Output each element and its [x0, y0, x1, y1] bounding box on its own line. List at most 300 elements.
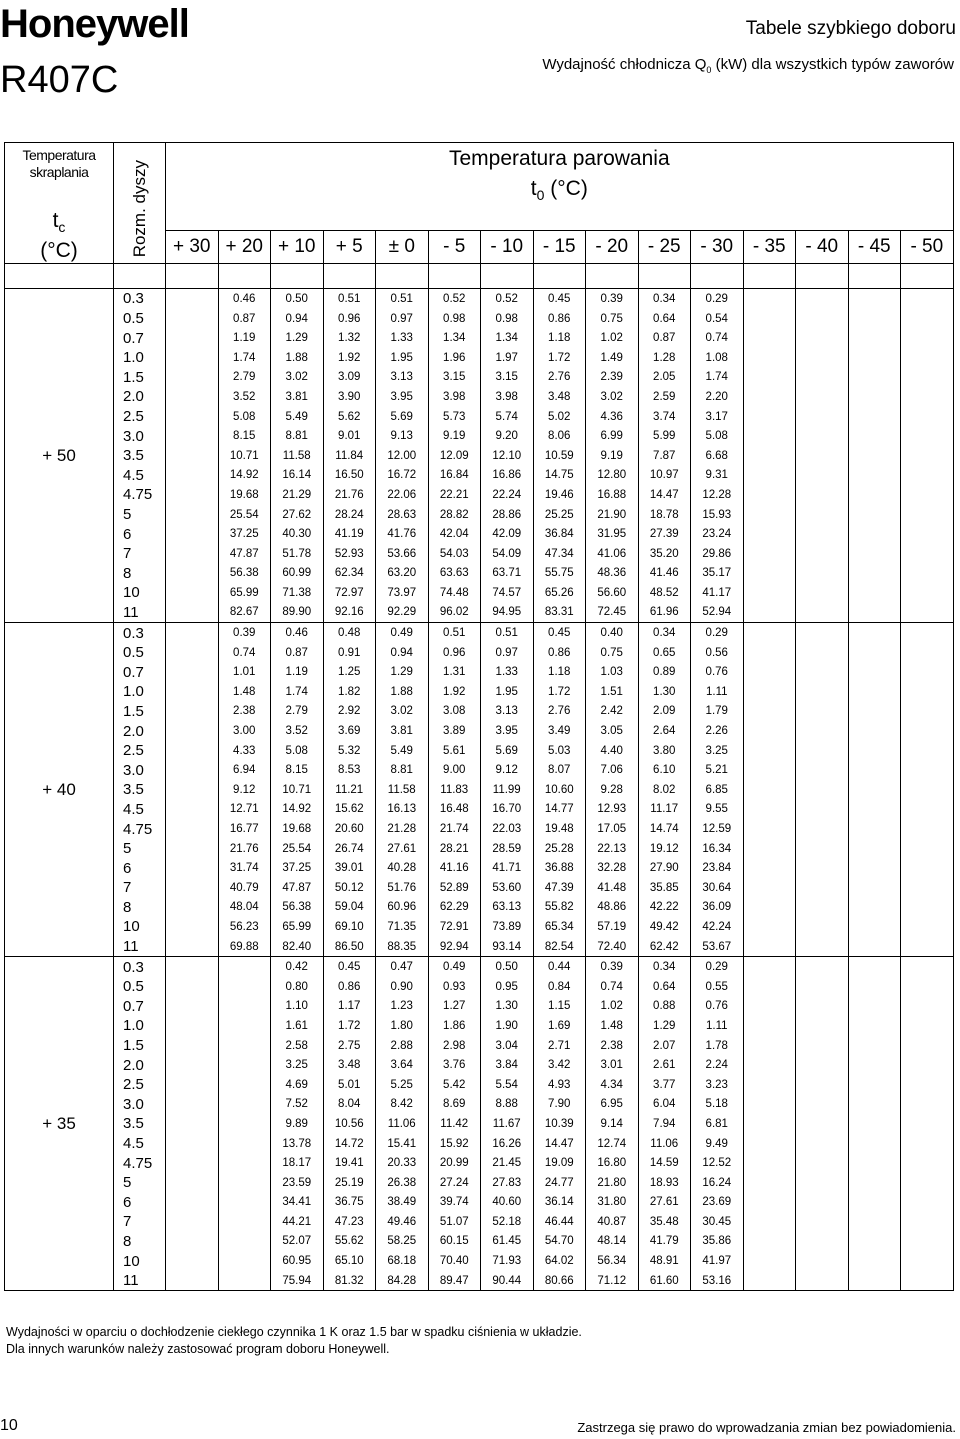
capacity-cell: 6.99	[586, 426, 639, 446]
capacity-cell: 42.09	[481, 524, 534, 544]
capacity-cell: 9.19	[428, 426, 481, 446]
capacity-cell: 5.73	[428, 407, 481, 427]
capacity-cell	[166, 937, 219, 957]
capacity-cell	[901, 898, 954, 918]
capacity-cell: 84.28	[376, 1271, 429, 1291]
nozzle-size-cell: 2.5	[114, 1075, 166, 1095]
capacity-cell: 12.09	[428, 446, 481, 466]
capacity-cell: 0.86	[533, 643, 586, 663]
capacity-cell	[743, 466, 796, 486]
capacity-cell: 1.48	[218, 682, 271, 702]
capacity-cell: 0.44	[533, 957, 586, 977]
capacity-cell: 52.94	[691, 603, 744, 623]
capacity-cell: 2.71	[533, 1036, 586, 1056]
capacity-cell: 26.74	[323, 839, 376, 859]
capacity-cell	[848, 1173, 901, 1193]
capacity-cell	[848, 583, 901, 603]
capacity-cell: 0.94	[271, 309, 324, 329]
capacity-cell	[848, 289, 901, 309]
capacity-cell	[166, 1251, 219, 1271]
nozzle-size-cell: 5	[114, 1173, 166, 1193]
capacity-cell	[796, 662, 849, 682]
capacity-cell: 12.59	[691, 819, 744, 839]
capacity-cell	[166, 780, 219, 800]
capacity-cell	[848, 1212, 901, 1232]
capacity-cell: 10.71	[218, 446, 271, 466]
capacity-cell: 0.95	[481, 977, 534, 997]
capacity-cell: 14.77	[533, 800, 586, 820]
capacity-cell: 60.96	[376, 898, 429, 918]
table-row	[5, 1153, 954, 1173]
table-row	[5, 1075, 954, 1095]
capacity-cell: 0.75	[586, 643, 639, 663]
capacity-cell: 5.08	[691, 426, 744, 446]
capacity-cell: 11.84	[323, 446, 376, 466]
capacity-cell: 3.49	[533, 721, 586, 741]
capacity-cell: 1.88	[376, 682, 429, 702]
capacity-cell: 21.80	[586, 1173, 639, 1193]
capacity-cell: 94.95	[481, 603, 534, 623]
capacity-cell	[743, 1271, 796, 1291]
capacity-cell: 4.36	[586, 407, 639, 427]
table-row	[5, 898, 954, 918]
capacity-cell: 32.28	[586, 858, 639, 878]
capacity-cell	[743, 702, 796, 722]
capacity-cell: 48.86	[586, 898, 639, 918]
nozzle-size-cell: 7	[114, 544, 166, 564]
capacity-cell: 5.08	[218, 407, 271, 427]
capacity-cell	[901, 819, 954, 839]
capacity-cell: 69.88	[218, 937, 271, 957]
capacity-cell: 0.49	[428, 957, 481, 977]
capacity-cell	[796, 544, 849, 564]
capacity-cell: 61.96	[638, 603, 691, 623]
capacity-cell: 0.80	[271, 977, 324, 997]
capacity-cell: 27.83	[481, 1173, 534, 1193]
capacity-cell: 11.58	[271, 446, 324, 466]
capacity-cell	[218, 1095, 271, 1115]
capacity-cell	[796, 1016, 849, 1036]
capacity-cell: 48.04	[218, 898, 271, 918]
capacity-cell	[796, 1153, 849, 1173]
nozzle-size-cell: 6	[114, 858, 166, 878]
capacity-cell: 9.19	[586, 446, 639, 466]
capacity-cell: 8.02	[638, 780, 691, 800]
capacity-cell: 17.05	[586, 819, 639, 839]
capacity-cell: 0.47	[376, 957, 429, 977]
capacity-cell: 47.39	[533, 878, 586, 898]
capacity-cell	[166, 977, 219, 997]
capacity-cell: 27.24	[428, 1173, 481, 1193]
table-row	[5, 328, 954, 348]
nozzle-size-cell: 0.3	[114, 623, 166, 643]
table-row	[5, 485, 954, 505]
capacity-cell: 21.29	[271, 485, 324, 505]
capacity-cell: 63.13	[481, 898, 534, 918]
capacity-cell: 2.42	[586, 702, 639, 722]
capacity-cell: 1.19	[218, 328, 271, 348]
capacity-cell: 74.48	[428, 583, 481, 603]
capacity-cell	[901, 839, 954, 859]
table-row	[5, 289, 954, 309]
capacity-cell: 0.98	[428, 309, 481, 329]
capacity-cell	[848, 643, 901, 663]
capacity-cell: 9.49	[691, 1134, 744, 1154]
capacity-cell: 9.14	[586, 1114, 639, 1134]
nozzle-size-cell: 4.75	[114, 819, 166, 839]
capacity-cell: 25.28	[533, 839, 586, 859]
capacity-cell	[166, 603, 219, 623]
capacity-cell	[901, 1153, 954, 1173]
capacity-cell: 5.61	[428, 741, 481, 761]
table-row	[5, 583, 954, 603]
nozzle-size-cell: 2.5	[114, 407, 166, 427]
capacity-cell	[901, 446, 954, 466]
capacity-cell: 4.93	[533, 1075, 586, 1095]
capacity-cell	[848, 800, 901, 820]
spacer-cell	[533, 264, 586, 289]
capacity-cell: 3.25	[271, 1055, 324, 1075]
capacity-cell: 0.84	[533, 977, 586, 997]
capacity-cell	[848, 309, 901, 329]
capacity-cell: 28.86	[481, 505, 534, 525]
spacer-cell	[376, 264, 429, 289]
capacity-cell: 92.16	[323, 603, 376, 623]
capacity-cell	[796, 819, 849, 839]
capacity-cell: 1.03	[586, 662, 639, 682]
capacity-cell	[848, 387, 901, 407]
capacity-cell: 63.20	[376, 564, 429, 584]
capacity-cell: 1.19	[271, 662, 324, 682]
capacity-cell: 28.59	[481, 839, 534, 859]
nozzle-size-cell: 1.0	[114, 682, 166, 702]
capacity-cell	[901, 917, 954, 937]
capacity-cell	[848, 898, 901, 918]
table-row	[5, 309, 954, 329]
nozzle-size-cell: 11	[114, 1271, 166, 1291]
capacity-cell: 3.05	[586, 721, 639, 741]
nozzle-size-header: Rozm. dyszy	[114, 143, 166, 264]
capacity-cell: 47.23	[323, 1212, 376, 1232]
capacity-cell: 1.32	[323, 328, 376, 348]
capacity-cell: 48.91	[638, 1251, 691, 1271]
capacity-cell: 89.47	[428, 1271, 481, 1291]
capacity-cell: 2.79	[271, 702, 324, 722]
capacity-cell	[848, 623, 901, 643]
nozzle-size-cell: 8	[114, 564, 166, 584]
capacity-cell	[166, 741, 219, 761]
capacity-cell: 0.50	[271, 289, 324, 309]
capacity-cell	[796, 1036, 849, 1056]
capacity-cell	[743, 977, 796, 997]
evap-column-header: - 5	[428, 231, 481, 264]
capacity-cell: 2.39	[586, 368, 639, 388]
capacity-cell	[848, 1036, 901, 1056]
capacity-cell	[796, 839, 849, 859]
evap-column-header: ± 0	[376, 231, 429, 264]
nozzle-size-cell: 2.0	[114, 721, 166, 741]
capacity-cell: 8.15	[271, 760, 324, 780]
capacity-cell: 22.03	[481, 819, 534, 839]
capacity-cell	[166, 407, 219, 427]
capacity-cell	[743, 1134, 796, 1154]
capacity-cell: 63.63	[428, 564, 481, 584]
capacity-cell: 2.76	[533, 702, 586, 722]
table-row	[5, 957, 954, 977]
capacity-cell	[743, 878, 796, 898]
capacity-cell: 40.79	[218, 878, 271, 898]
evap-column-header: - 20	[586, 231, 639, 264]
capacity-cell: 0.87	[218, 309, 271, 329]
capacity-cell	[796, 289, 849, 309]
footnote-2: Dla innych warunków należy zastosować program doboru Honeywell.	[6, 1342, 390, 1356]
capacity-cell: 8.81	[271, 426, 324, 446]
capacity-cell	[743, 721, 796, 741]
capacity-cell	[218, 1251, 271, 1271]
capacity-cell	[166, 368, 219, 388]
nozzle-size-cell: 10	[114, 1251, 166, 1271]
capacity-cell: 22.24	[481, 485, 534, 505]
nozzle-size-cell: 8	[114, 898, 166, 918]
capacity-cell	[166, 682, 219, 702]
capacity-cell	[743, 1251, 796, 1271]
capacity-cell	[796, 800, 849, 820]
capacity-cell	[796, 485, 849, 505]
capacity-cell: 88.35	[376, 937, 429, 957]
capacity-cell	[743, 997, 796, 1017]
capacity-cell: 10.59	[533, 446, 586, 466]
nozzle-size-cell: 6	[114, 1193, 166, 1213]
table-row	[5, 662, 954, 682]
nozzle-size-cell: 1.5	[114, 702, 166, 722]
capacity-cell: 0.98	[481, 309, 534, 329]
capacity-cell: 51.78	[271, 544, 324, 564]
capacity-cell: 14.72	[323, 1134, 376, 1154]
capacity-cell: 52.93	[323, 544, 376, 564]
capacity-cell	[743, 1075, 796, 1095]
capacity-cell: 51.76	[376, 878, 429, 898]
capacity-cell	[796, 564, 849, 584]
capacity-cell	[848, 368, 901, 388]
capacity-cell: 0.74	[691, 328, 744, 348]
capacity-cell	[901, 878, 954, 898]
spacer-cell	[323, 264, 376, 289]
capacity-cell: 14.92	[218, 466, 271, 486]
capacity-cell: 12.71	[218, 800, 271, 820]
capacity-cell: 0.76	[691, 997, 744, 1017]
capacity-cell	[166, 917, 219, 937]
capacity-cell: 3.25	[691, 741, 744, 761]
capacity-cell: 1.10	[271, 997, 324, 1017]
capacity-cell: 63.71	[481, 564, 534, 584]
capacity-cell: 16.70	[481, 800, 534, 820]
capacity-cell: 9.12	[481, 760, 534, 780]
table-row	[5, 1193, 954, 1213]
capacity-cell: 1.25	[323, 662, 376, 682]
capacity-cell: 12.10	[481, 446, 534, 466]
capacity-cell	[796, 878, 849, 898]
capacity-cell: 73.89	[481, 917, 534, 937]
capacity-cell: 36.09	[691, 898, 744, 918]
capacity-cell: 1.90	[481, 1016, 534, 1036]
capacity-cell: 3.95	[376, 387, 429, 407]
capacity-cell: 3.42	[533, 1055, 586, 1075]
capacity-cell: 16.24	[691, 1173, 744, 1193]
capacity-cell: 0.34	[638, 289, 691, 309]
capacity-cell: 14.92	[271, 800, 324, 820]
capacity-cell: 72.97	[323, 583, 376, 603]
capacity-cell	[166, 1193, 219, 1213]
capacity-cell	[743, 937, 796, 957]
capacity-cell	[796, 1212, 849, 1232]
capacity-cell: 2.20	[691, 387, 744, 407]
capacity-cell: 3.02	[376, 702, 429, 722]
capacity-cell	[901, 1016, 954, 1036]
capacity-cell	[743, 1114, 796, 1134]
capacity-cell: 47.87	[218, 544, 271, 564]
nozzle-size-cell: 2.0	[114, 387, 166, 407]
capacity-cell	[166, 328, 219, 348]
spacer-cell	[796, 264, 849, 289]
capacity-cell: 16.77	[218, 819, 271, 839]
capacity-cell	[848, 760, 901, 780]
capacity-cell	[901, 524, 954, 544]
capacity-cell	[796, 524, 849, 544]
capacity-cell: 12.74	[586, 1134, 639, 1154]
capacity-cell: 16.13	[376, 800, 429, 820]
capacity-cell: 60.95	[271, 1251, 324, 1271]
capacity-cell: 0.29	[691, 957, 744, 977]
capacity-cell: 2.07	[638, 1036, 691, 1056]
capacity-cell	[166, 878, 219, 898]
capacity-cell: 1.96	[428, 348, 481, 368]
capacity-cell: 41.97	[691, 1251, 744, 1271]
capacity-cell: 48.14	[586, 1232, 639, 1252]
capacity-cell: 11.17	[638, 800, 691, 820]
nozzle-size-cell: 0.5	[114, 977, 166, 997]
capacity-cell	[743, 1036, 796, 1056]
capacity-cell	[796, 446, 849, 466]
capacity-cell	[848, 328, 901, 348]
refrigerant-title: R407C	[0, 59, 119, 101]
cond-symbol: $t_c$	[52, 209, 66, 236]
capacity-cell: 0.51	[481, 623, 534, 643]
capacity-cell	[901, 623, 954, 643]
evap-column-header: + 10	[271, 231, 324, 264]
capacity-cell: 61.45	[481, 1232, 534, 1252]
capacity-cell: 92.94	[428, 937, 481, 957]
capacity-cell: 2.24	[691, 1055, 744, 1075]
capacity-cell	[848, 426, 901, 446]
capacity-cell: 54.09	[481, 544, 534, 564]
capacity-cell: 3.52	[271, 721, 324, 741]
capacity-cell	[796, 780, 849, 800]
capacity-cell: 47.87	[271, 878, 324, 898]
capacity-cell: 71.35	[376, 917, 429, 937]
capacity-cell: 25.54	[271, 839, 324, 859]
capacity-cell: 62.34	[323, 564, 376, 584]
table-row	[5, 819, 954, 839]
capacity-cell	[901, 997, 954, 1017]
capacity-cell: 16.34	[691, 839, 744, 859]
capacity-cell	[796, 309, 849, 329]
capacity-cell	[848, 1114, 901, 1134]
nozzle-size-cell: 11	[114, 937, 166, 957]
nozzle-size-cell: 1.5	[114, 1036, 166, 1056]
capacity-cell: 0.51	[376, 289, 429, 309]
capacity-cell	[848, 348, 901, 368]
capacity-cell: 25.19	[323, 1173, 376, 1193]
capacity-cell	[848, 997, 901, 1017]
capacity-cell: 18.17	[271, 1153, 324, 1173]
table-row	[5, 780, 954, 800]
capacity-cell: 71.38	[271, 583, 324, 603]
capacity-cell: 3.04	[481, 1036, 534, 1056]
capacity-cell: 53.60	[481, 878, 534, 898]
capacity-cell	[743, 662, 796, 682]
capacity-cell: 35.85	[638, 878, 691, 898]
capacity-cell: 1.48	[586, 1016, 639, 1036]
evap-column-header: - 45	[848, 231, 901, 264]
capacity-cell	[901, 505, 954, 525]
capacity-cell: 12.80	[586, 466, 639, 486]
capacity-cell: 41.17	[691, 583, 744, 603]
nozzle-size-cell: 0.5	[114, 309, 166, 329]
capacity-cell	[901, 309, 954, 329]
capacity-cell	[743, 800, 796, 820]
capacity-cell	[796, 898, 849, 918]
capacity-cell	[796, 623, 849, 643]
capacity-cell	[848, 544, 901, 564]
document-subtitle	[542, 56, 954, 79]
capacity-cell	[218, 1173, 271, 1193]
capacity-cell: 10.39	[533, 1114, 586, 1134]
capacity-cell	[901, 544, 954, 564]
table-row	[5, 387, 954, 407]
cond-header-line2: skraplania	[29, 164, 89, 180]
capacity-cell	[218, 1036, 271, 1056]
capacity-cell: 41.16	[428, 858, 481, 878]
capacity-cell: 42.22	[638, 898, 691, 918]
capacity-cell: 56.38	[271, 898, 324, 918]
capacity-cell: 11.58	[376, 780, 429, 800]
capacity-cell: 9.13	[376, 426, 429, 446]
capacity-cell	[796, 643, 849, 663]
capacity-cell: 0.88	[638, 997, 691, 1017]
capacity-cell	[848, 485, 901, 505]
capacity-cell: 2.61	[638, 1055, 691, 1075]
capacity-cell	[848, 702, 901, 722]
capacity-cell: 12.52	[691, 1153, 744, 1173]
honeywell-logo: Honeywell	[0, 2, 189, 46]
capacity-cell: 1.30	[638, 682, 691, 702]
capacity-cell: 90.44	[481, 1271, 534, 1291]
evap-column-header: - 25	[638, 231, 691, 264]
capacity-cell: 5.21	[691, 760, 744, 780]
capacity-cell: 42.04	[428, 524, 481, 544]
capacity-cell	[901, 1095, 954, 1115]
capacity-cell: 3.08	[428, 702, 481, 722]
capacity-cell	[743, 917, 796, 937]
capacity-cell	[743, 407, 796, 427]
capacity-cell	[796, 1075, 849, 1095]
capacity-cell: 0.39	[218, 623, 271, 643]
capacity-cell: 5.08	[271, 741, 324, 761]
capacity-cell: 0.52	[481, 289, 534, 309]
capacity-cell: 37.25	[271, 858, 324, 878]
capacity-cell	[848, 603, 901, 623]
capacity-cell	[166, 1232, 219, 1252]
